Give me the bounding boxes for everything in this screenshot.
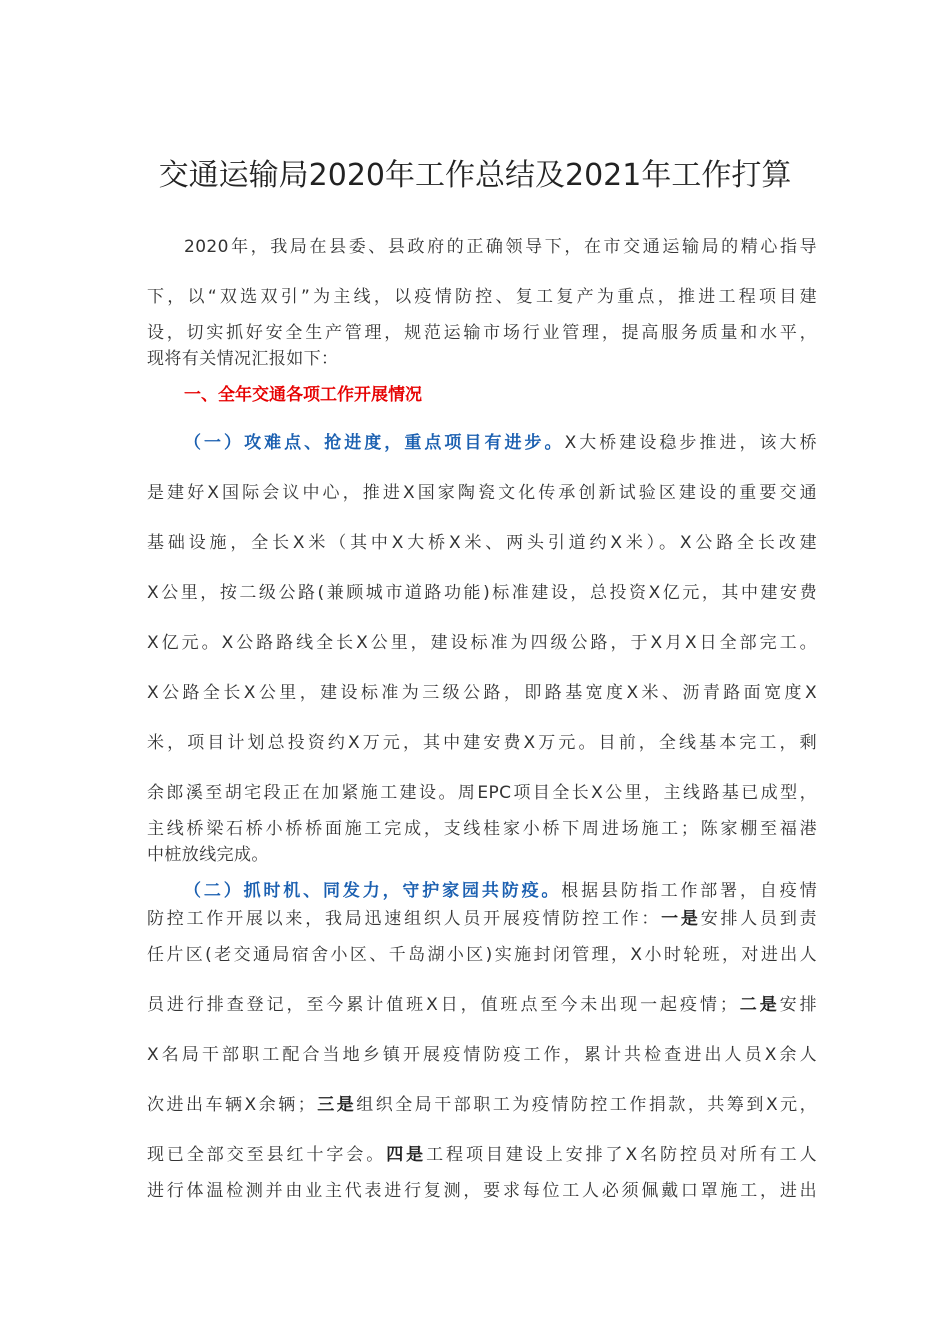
section-heading-1: 一、全年交通各项工作开展情况 xyxy=(184,385,422,405)
sub2-line xyxy=(147,1140,817,1165)
intro-line-3: 设，切实抓好安全生产管理，规范运输市场行业管理，提高服务质量和水平， xyxy=(147,323,817,343)
sub2-line xyxy=(147,904,817,929)
sub2-text: 组织全局干部职工为疫情防控工作捐款，共筹到X元， xyxy=(356,1095,818,1115)
sub2-text: 次进出车辆X余辆； xyxy=(147,1095,316,1115)
sub1-line: X亿元。X公路路线全长X公里，建设标准为四级公路，于X月X日全部完工。 xyxy=(147,633,817,653)
sub1-line: 中桩放线完成。 xyxy=(147,845,269,865)
sub2-line: 进行体温检测并由业主代表进行复测，要求每位工人必须佩戴口罩施工，进出 xyxy=(147,1181,817,1201)
sub2-bold: 二是 xyxy=(737,995,780,1015)
sub1-heading: （一）攻难点、抢进度，重点项目有进步。 xyxy=(184,433,565,453)
sub2-text: 防控工作开展以来，我局迅速组织人员开展疫情防控工作： xyxy=(147,909,662,929)
sub2-bold: 一是 xyxy=(661,909,701,929)
sub2-bold: 三是 xyxy=(315,1095,357,1115)
sub1-first-line xyxy=(184,428,817,453)
sub2-line: 任片区(老交通局宿舍小区、千岛湖小区)实施封闭管理，X小时轮班，对进出人 xyxy=(147,945,817,965)
sub1-line: 基础设施，全长X米（其中X大桥X米、两头引道约X米）。X公路全长改建 xyxy=(147,533,817,553)
sub2-text: 工程项目建设上安排了X名防控员对所有工人 xyxy=(426,1145,817,1165)
sub2-text: 安排 xyxy=(779,995,817,1015)
intro-line-2: 下，以“双选双引”为主线，以疫情防控、复工复产为重点，推进工程项目建 xyxy=(147,287,817,307)
sub2-bold: 四是 xyxy=(386,1145,427,1165)
sub2-text: 现已全部交至县红十字会。 xyxy=(147,1145,387,1165)
sub2-line: X名局干部职工配合当地乡镇开展疫情防疫工作，累计共检查进出人员X余人 xyxy=(147,1045,817,1065)
sub1-line: 余郎溪至胡宅段正在加紧施工建设。周EPC项目全长X公里，主线路基已成型， xyxy=(147,783,817,803)
sub1-line: 米，项目计划总投资约X万元，其中建安费X万元。目前，全线基本完工，剩 xyxy=(147,733,817,753)
sub1-line: 是建好X国际会议中心，推进X国家陶瓷文化传承创新试验区建设的重要交通 xyxy=(147,483,817,503)
sub2-line xyxy=(147,1090,817,1115)
intro-line-4: 现将有关情况汇报如下： xyxy=(147,349,339,369)
sub2-text: 员进行排查登记，至今累计值班X日，值班点至今未出现一起疫情； xyxy=(147,995,738,1015)
sub1-line: X公路全长X公里，建设标准为三级公路，即路基宽度X米、沥青路面宽度X xyxy=(147,683,817,703)
sub2-line xyxy=(147,990,817,1015)
document-title: 交通运输局2020年工作总结及2021年工作打算 xyxy=(158,158,792,193)
sub1-line: X公里，按二级公路(兼顾城市道路功能)标准建设，总投资X亿元，其中建安费 xyxy=(147,583,817,603)
sub1-first-text: X大桥建设稳步推进，该大桥 xyxy=(564,433,817,453)
sub2-text: 安排人员到责 xyxy=(700,909,817,929)
sub2-first-text: 根据县防指工作部署，自疫情 xyxy=(561,881,817,901)
sub2-first-line xyxy=(184,876,817,901)
sub1-line: 主线桥梁石桥小桥桥面施工完成，支线桂家小桥下周进场施工；陈家棚至福港 xyxy=(147,819,817,839)
sub2-heading: （二）抓时机、同发力，守护家园共防疫。 xyxy=(184,881,562,901)
intro-line-1: 2020年，我局在县委、县政府的正确领导下，在市交通运输局的精心指导 xyxy=(184,237,817,257)
